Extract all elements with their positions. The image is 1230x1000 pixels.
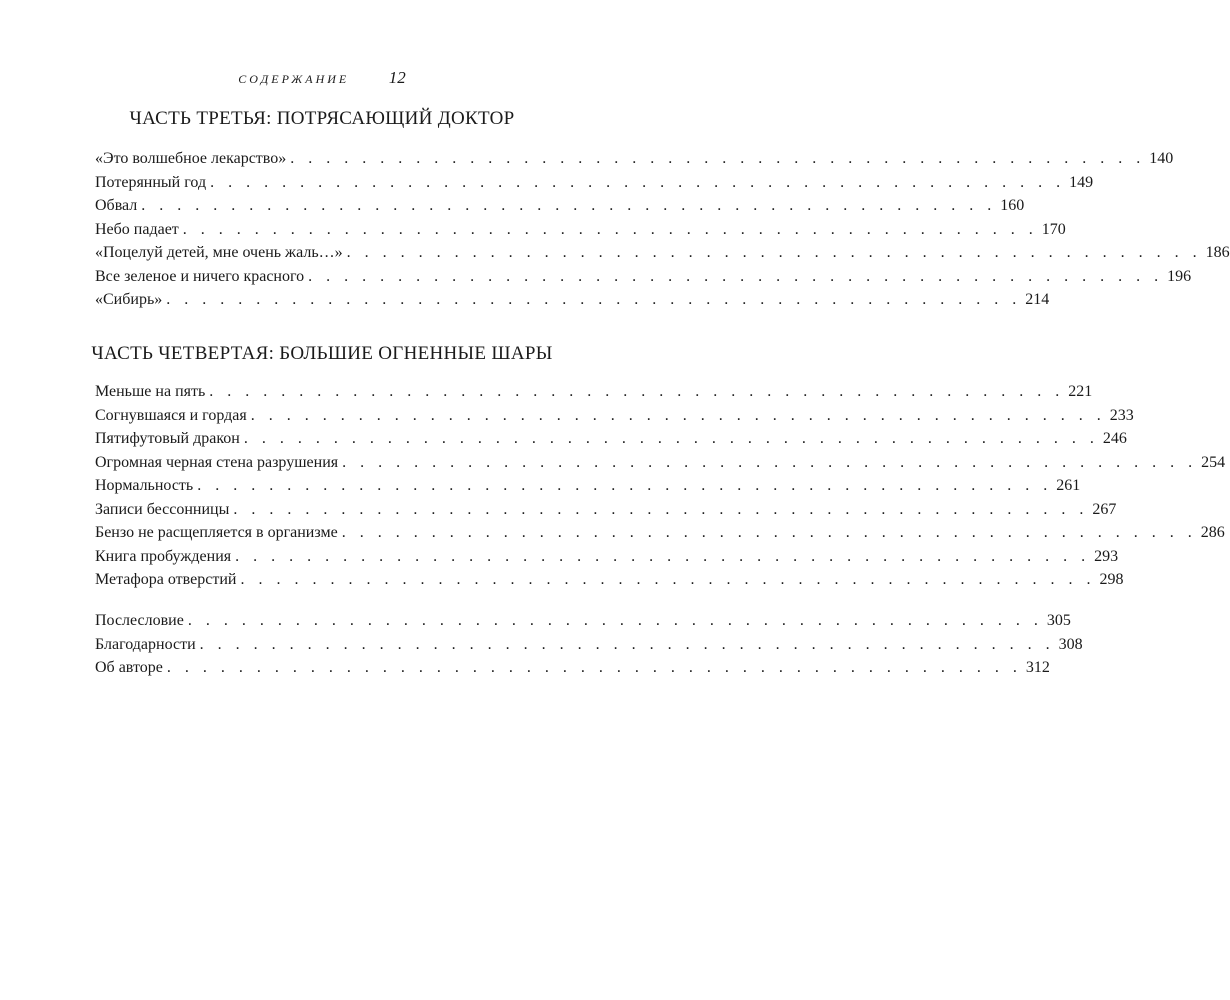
- dot-leader: . . . . . . . . . . . . . . . . . . . . . . . . . . . . . . . . . . . . . . . . . . . . . . . .: [290, 150, 1146, 167]
- toc-entry-page: 305: [1046, 612, 1071, 629]
- toc-entry: [95, 218, 1066, 242]
- dot-leader: . . . . . . . . . . . . . . . . . . . . . . . . . . . . . . . . . . . . . . . . . . . . . . . .: [182, 220, 1038, 238]
- dot-leader: . . . . . . . . . . . . . . . . . . . . . . . . . . . . . . . . . . . . . . . . . . . . . . . .: [346, 244, 1202, 261]
- toc-entry-title: Согнувшаяся и гордая: [95, 406, 247, 424]
- toc-entry-page: 308: [1058, 635, 1083, 653]
- dot-leader: . . . . . . . . . . . . . . . . . . . . . . . . . . . . . . . . . . . . . . . . . . . . . . . .: [342, 453, 1198, 471]
- dot-leader: . . . . . . . . . . . . . . . . . . . . . . . . . . . . . . . . . . . . . . . . . . . . . . . .: [235, 547, 1091, 565]
- toc-entry-page: 233: [1109, 406, 1134, 424]
- toc-entry-page: 170: [1041, 220, 1066, 238]
- toc-entry: [95, 656, 1050, 680]
- part-three-title: ЧАСТЬ ТРЕТЬЯ: ПОТРЯСАЮЩИЙ ДОКТОР: [129, 108, 515, 129]
- dot-leader: . . . . . . . . . . . . . . . . . . . . . . . . . . . . . . . . . . . . . . . . . . . . . . . .: [308, 267, 1164, 285]
- toc-entry-page: 286: [1200, 524, 1225, 541]
- toc-entry-page: 261: [1056, 477, 1081, 494]
- part-three-toc: [95, 147, 1230, 312]
- dot-leader: . . . . . . . . . . . . . . . . . . . . . . . . . . . . . . . . . . . . . . . . . . . . . . . .: [233, 500, 1089, 518]
- toc-entry-page: 214: [1025, 291, 1050, 308]
- toc-entry-title: Меньше на пять: [95, 383, 206, 400]
- toc-entry: [95, 404, 1134, 428]
- toc-entry-title: Послесловие: [95, 612, 184, 629]
- dot-leader: . . . . . . . . . . . . . . . . . . . . . . . . . . . . . . . . . . . . . . . . . . . . . . . .: [209, 383, 1065, 400]
- toc-entry-page: 196: [1167, 267, 1192, 285]
- toc-entry: [95, 171, 1094, 195]
- toc-entry-page: 186: [1205, 244, 1230, 261]
- toc-entry-title: Об авторе: [95, 659, 163, 676]
- toc-entry: [95, 633, 1083, 657]
- toc-entry: [95, 474, 1081, 498]
- dot-leader: . . . . . . . . . . . . . . . . . . . . . . . . . . . . . . . . . . . . . . . . . . . . . . . .: [166, 659, 1022, 676]
- dot-leader: . . . . . . . . . . . . . . . . . . . . . . . . . . . . . . . . . . . . . . . . . . . . . . . .: [240, 571, 1096, 588]
- toc-entry-page: 140: [1149, 150, 1174, 167]
- toc-entry-title: Огромная черная стена разрушения: [95, 453, 339, 471]
- dot-leader: . . . . . . . . . . . . . . . . . . . . . . . . . . . . . . . . . . . . . . . . . . . . . . . .: [243, 430, 1099, 447]
- toc-entry-title: Нормальность: [95, 477, 194, 494]
- toc-entry: [95, 451, 1226, 475]
- toc-entry: [95, 521, 1225, 545]
- dot-leader: . . . . . . . . . . . . . . . . . . . . . . . . . . . . . . . . . . . . . . . . . . . . . . . .: [210, 173, 1066, 191]
- toc-entry: [95, 194, 1025, 218]
- part-four-title: ЧАСТЬ ЧЕТВЕРТАЯ: БОЛЬШИЕ ОГНЕННЫЕ ШАРЫ: [91, 343, 553, 364]
- toc-entry-page: 293: [1094, 547, 1119, 565]
- toc-entry: [95, 498, 1117, 522]
- dot-leader: . . . . . . . . . . . . . . . . . . . . . . . . . . . . . . . . . . . . . . . . . . . . . . . .: [141, 197, 997, 214]
- toc-entry-page: 149: [1069, 173, 1094, 191]
- dot-leader: . . . . . . . . . . . . . . . . . . . . . . . . . . . . . . . . . . . . . . . . . . . . . . . .: [166, 291, 1022, 308]
- toc-entry-title: «Это волшебное лекарство»: [95, 150, 287, 167]
- part-four-toc: [95, 380, 1226, 592]
- toc-entry-page: 267: [1092, 500, 1117, 518]
- toc-entry: [95, 568, 1124, 592]
- toc-entry-title: «Сибирь»: [95, 291, 163, 308]
- toc-entry-page: 312: [1025, 659, 1050, 676]
- toc-entry-title: Небо падает: [95, 220, 179, 238]
- dot-leader: . . . . . . . . . . . . . . . . . . . . . . . . . . . . . . . . . . . . . . . . . . . . . . . .: [197, 477, 1053, 494]
- toc-entry-page: 221: [1068, 383, 1093, 400]
- toc-entry: [95, 147, 1174, 171]
- dot-leader: . . . . . . . . . . . . . . . . . . . . . . . . . . . . . . . . . . . . . . . . . . . . . . . .: [341, 524, 1197, 541]
- toc-entry: [95, 288, 1050, 312]
- toc-entry-page: 298: [1099, 571, 1124, 588]
- toc-entry-page: 254: [1201, 453, 1226, 471]
- toc-entry: [95, 609, 1071, 633]
- toc-entry-title: Пятифутовый дракон: [95, 430, 240, 447]
- dot-leader: . . . . . . . . . . . . . . . . . . . . . . . . . . . . . . . . . . . . . . . . . . . . . . . .: [250, 406, 1106, 424]
- toc-entry-title: Обвал: [95, 197, 138, 214]
- toc-entry-title: Записи бессонницы: [95, 500, 230, 518]
- dot-leader: . . . . . . . . . . . . . . . . . . . . . . . . . . . . . . . . . . . . . . . . . . . . . . . .: [187, 612, 1043, 629]
- toc-entry: [95, 427, 1127, 451]
- toc-entry-page: 246: [1102, 430, 1127, 447]
- page-number: 12: [388, 68, 406, 87]
- toc-entry-title: Бензо не расщепляется в организме: [95, 524, 338, 541]
- toc-entry: [95, 380, 1093, 404]
- dot-leader: . . . . . . . . . . . . . . . . . . . . . . . . . . . . . . . . . . . . . . . . . . . . . . . .: [199, 635, 1055, 653]
- toc-entry-title: Благодарности: [95, 635, 196, 653]
- running-head: [0, 68, 644, 88]
- toc-entry-title: Потерянный год: [95, 173, 207, 191]
- running-head-title: СОДЕРЖАНИЕ: [238, 72, 350, 86]
- toc-entry-page: 160: [1000, 197, 1025, 214]
- toc-entry-title: Все зеленое и ничего красного: [95, 267, 305, 285]
- back-matter-toc: [95, 609, 1083, 680]
- toc-entry-title: Метафора отверстий: [95, 571, 237, 588]
- toc-entry: [95, 545, 1119, 569]
- toc-entry-title: Книга пробуждения: [95, 547, 232, 565]
- toc-entry-title: «Поцелуй детей, мне очень жаль…»: [95, 244, 343, 261]
- toc-entry: [95, 241, 1230, 265]
- toc-entry: [95, 265, 1192, 289]
